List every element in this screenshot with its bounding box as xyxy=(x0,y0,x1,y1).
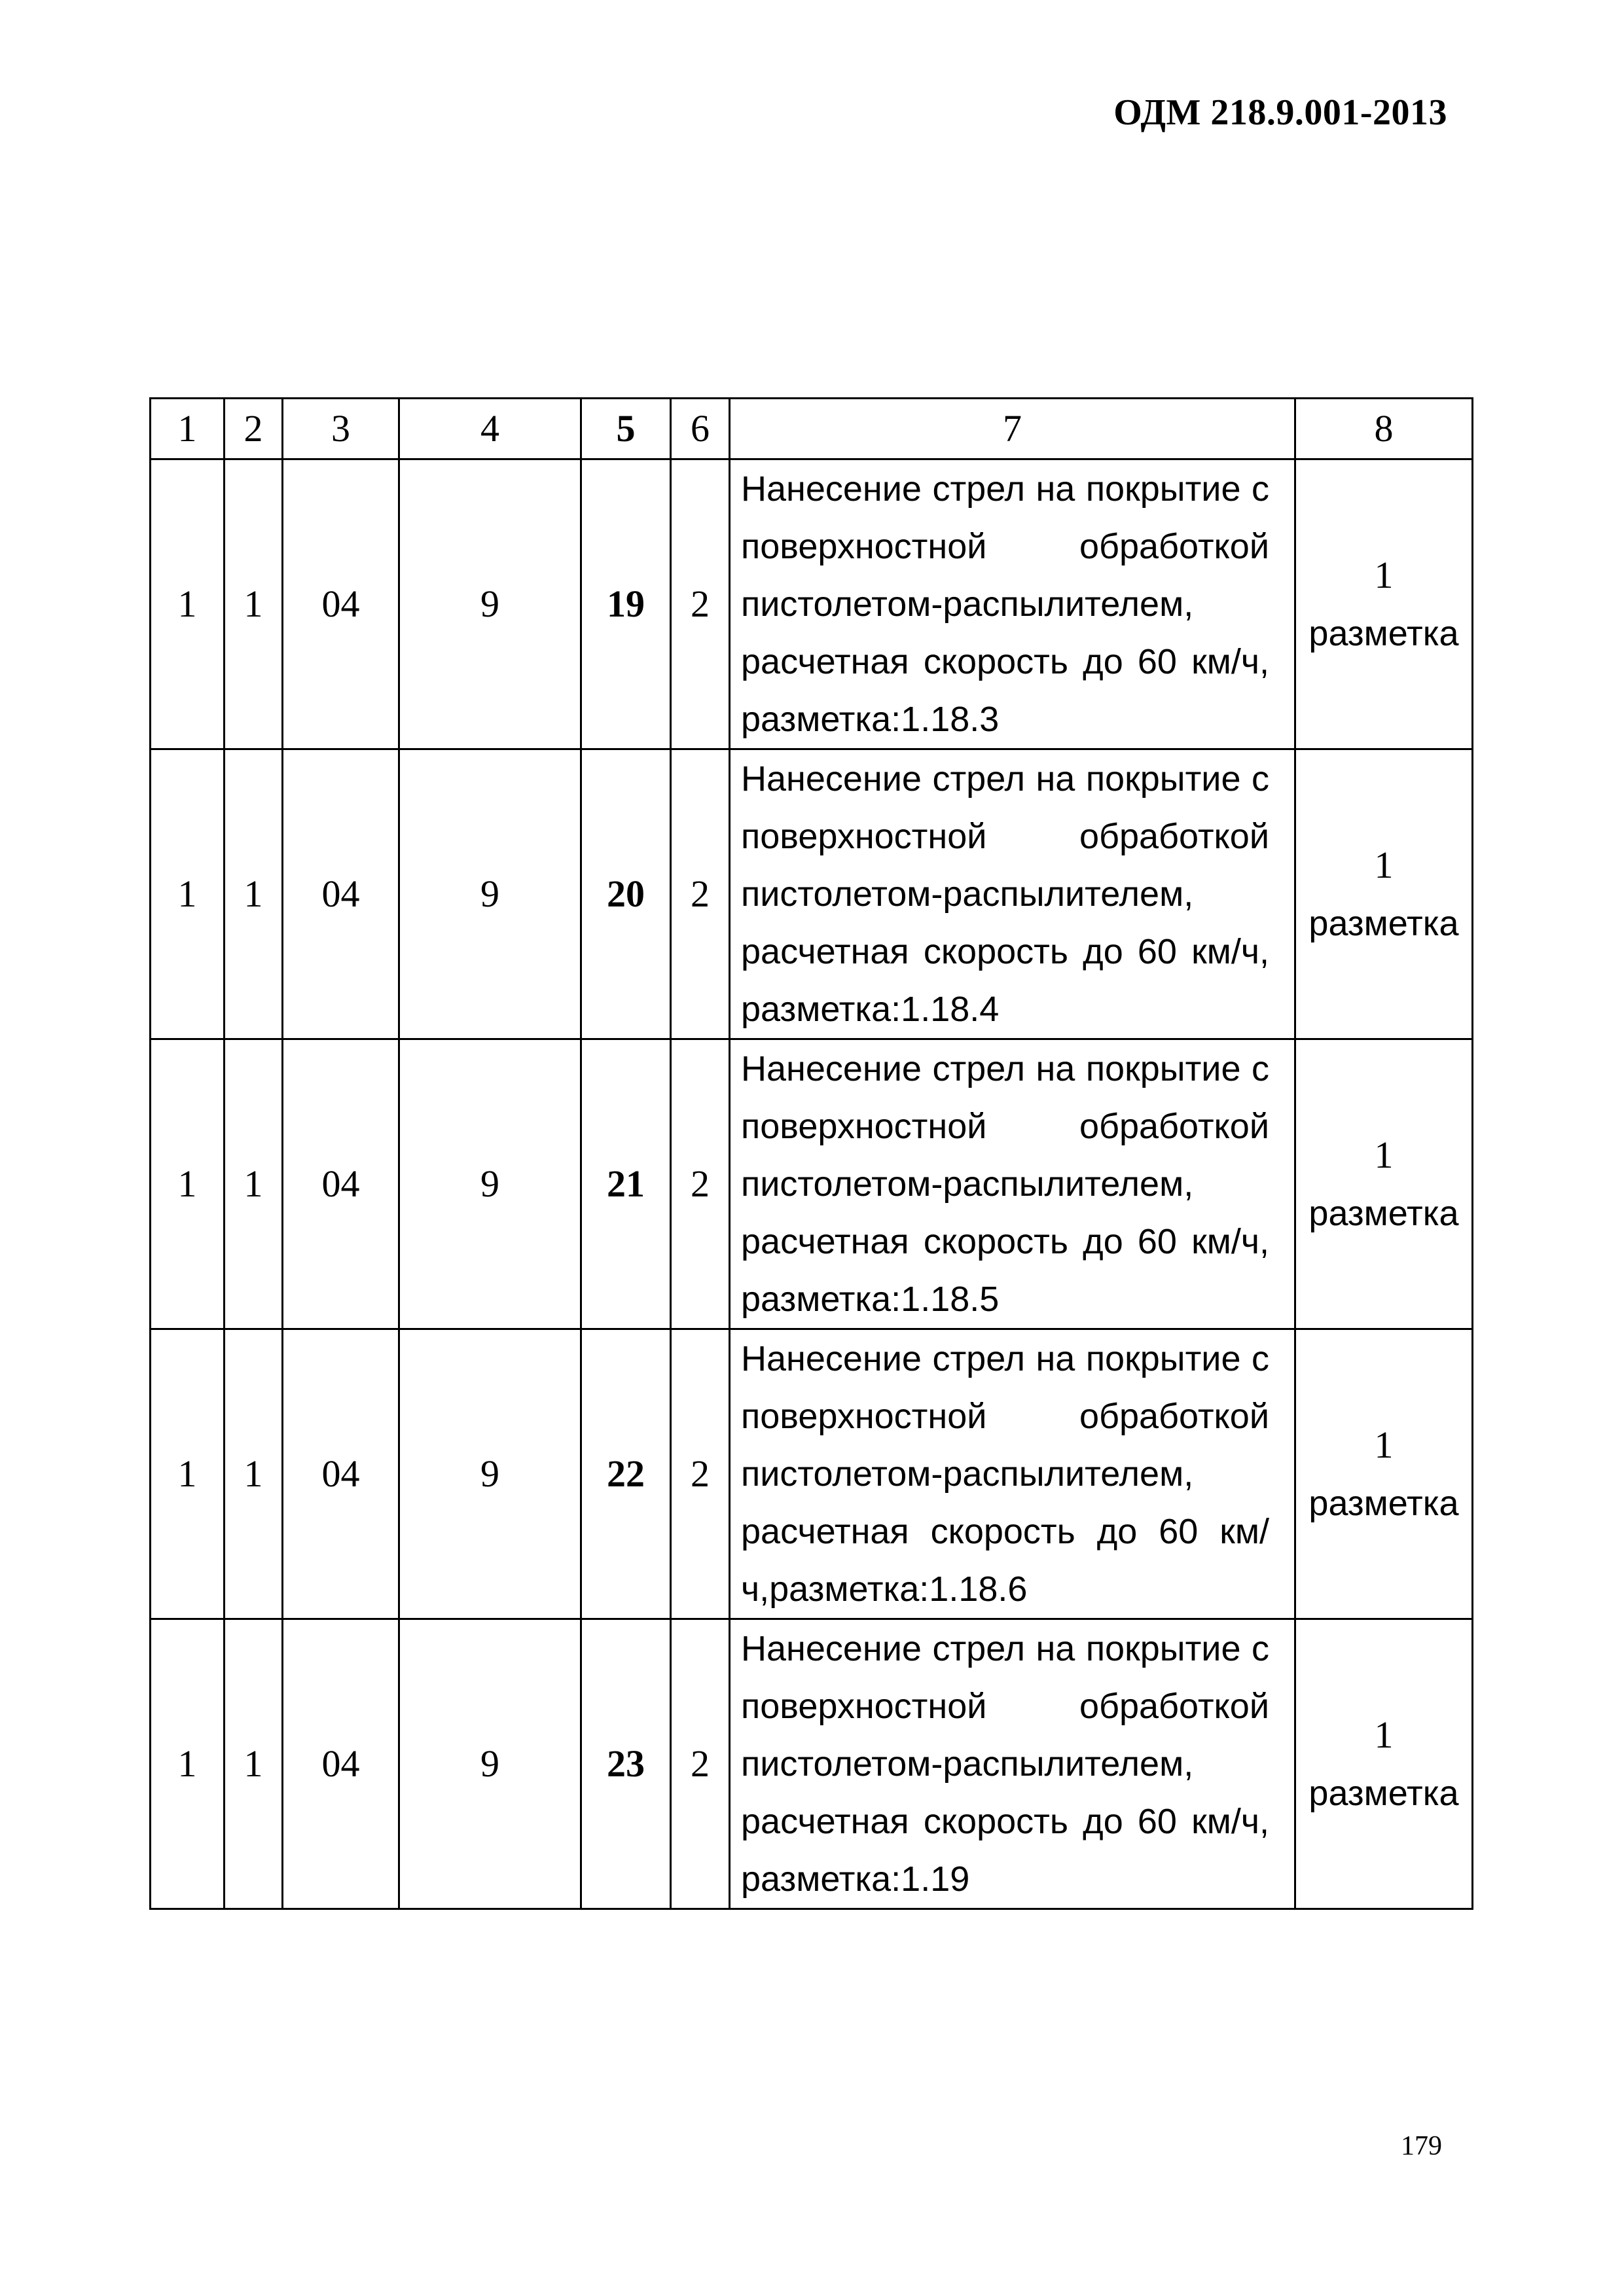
cell-description: Нанесение стрел на покрытие с поверхностной обработкой пистолетом-распылителем, расчетная скорость до 60 км/ч,разметка:1.18.6 xyxy=(730,1329,1295,1619)
unit-name: разметка xyxy=(1308,903,1459,943)
column-header: 8 xyxy=(1295,399,1473,459)
cell-col1: 1 xyxy=(151,749,225,1039)
table-row xyxy=(151,1329,1473,1619)
page-number: 179 xyxy=(1401,2131,1442,2161)
cell-col1: 1 xyxy=(151,1039,225,1329)
cell-col2: 1 xyxy=(225,1619,283,1909)
cell-col1: 1 xyxy=(151,459,225,749)
cell-col1: 1 xyxy=(151,1619,225,1909)
cell-col5: 19 xyxy=(581,459,671,749)
column-header: 7 xyxy=(730,399,1295,459)
cell-col1: 1 xyxy=(151,1329,225,1619)
unit-name: разметка xyxy=(1308,1483,1459,1523)
cell-col2: 1 xyxy=(225,749,283,1039)
table-row xyxy=(151,749,1473,1039)
unit-quantity: 1 xyxy=(1374,1133,1394,1176)
column-header: 5 xyxy=(581,399,671,459)
classification-table xyxy=(149,397,1473,1910)
unit-quantity: 1 xyxy=(1374,553,1394,596)
cell-col5: 23 xyxy=(581,1619,671,1909)
cell-col6: 2 xyxy=(671,459,730,749)
unit-quantity: 1 xyxy=(1374,1423,1394,1466)
table-row xyxy=(151,1619,1473,1909)
cell-col3: 04 xyxy=(283,1619,399,1909)
cell-col6: 2 xyxy=(671,749,730,1039)
column-header: 2 xyxy=(225,399,283,459)
cell-col3: 04 xyxy=(283,749,399,1039)
column-header: 6 xyxy=(671,399,730,459)
cell-col3: 04 xyxy=(283,1329,399,1619)
cell-unit xyxy=(1295,1329,1473,1619)
cell-col6: 2 xyxy=(671,1619,730,1909)
column-header: 1 xyxy=(151,399,225,459)
cell-col6: 2 xyxy=(671,1039,730,1329)
unit-name: разметка xyxy=(1308,1773,1459,1813)
cell-unit xyxy=(1295,749,1473,1039)
cell-col5: 22 xyxy=(581,1329,671,1619)
unit-quantity: 1 xyxy=(1374,1713,1394,1756)
cell-col4: 9 xyxy=(399,1039,581,1329)
cell-col2: 1 xyxy=(225,1329,283,1619)
cell-description: Нанесение стрел на покрытие с поверхностной обработкой пистолетом-распылителем, расчетная скорость до 60 км/ч, разметка:1.18.4 xyxy=(730,749,1295,1039)
cell-col4: 9 xyxy=(399,459,581,749)
cell-description: Нанесение стрел на покрытие с поверхностной обработкой пистолетом-распылителем, расчетная скорость до 60 км/ч, разметка:1.19 xyxy=(730,1619,1295,1909)
cell-col4: 9 xyxy=(399,1329,581,1619)
cell-description: Нанесение стрел на покрытие с поверхностной обработкой пистолетом-распылителем, расчетная скорость до 60 км/ч, разметка:1.18.5 xyxy=(730,1039,1295,1329)
cell-unit xyxy=(1295,1039,1473,1329)
cell-col3: 04 xyxy=(283,1039,399,1329)
cell-col2: 1 xyxy=(225,1039,283,1329)
column-header: 4 xyxy=(399,399,581,459)
table-header-row xyxy=(151,399,1473,459)
cell-description: Нанесение стрел на покрытие с поверхностной обработкой пистолетом-распылителем, расчетная скорость до 60 км/ч, разметка:1.18.3 xyxy=(730,459,1295,749)
unit-quantity: 1 xyxy=(1374,843,1394,886)
cell-col4: 9 xyxy=(399,749,581,1039)
document-code: ОДМ 218.9.001-2013 xyxy=(1113,92,1447,133)
cell-col5: 21 xyxy=(581,1039,671,1329)
cell-col6: 2 xyxy=(671,1329,730,1619)
cell-unit xyxy=(1295,1619,1473,1909)
cell-col4: 9 xyxy=(399,1619,581,1909)
column-header: 3 xyxy=(283,399,399,459)
unit-name: разметка xyxy=(1308,613,1459,653)
table-row xyxy=(151,459,1473,749)
table-row xyxy=(151,1039,1473,1329)
cell-col5: 20 xyxy=(581,749,671,1039)
cell-unit xyxy=(1295,459,1473,749)
unit-name: разметка xyxy=(1308,1193,1459,1233)
cell-col2: 1 xyxy=(225,459,283,749)
cell-col3: 04 xyxy=(283,459,399,749)
